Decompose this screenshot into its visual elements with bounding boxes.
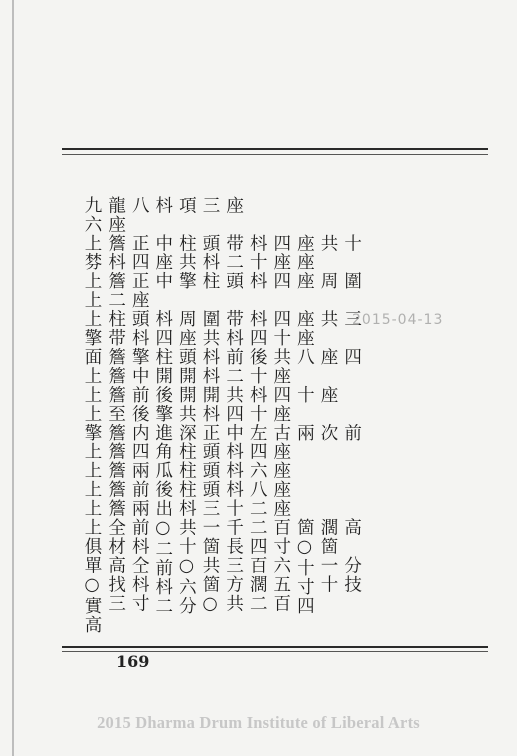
text-column-2: 龍座簷枓簷二柱带簷簷簷至簷簷簷簷簷全材高找三 (105, 196, 126, 613)
footer-watermark: 2015 Dharma Drum Institute of Liberal Arts (97, 713, 420, 732)
text-column-9: 四座四 四十共座四座古座座座座百寸六五百 (270, 196, 291, 613)
text-column-10: 座座座 座座八 十 兩 箇○十寸四 (294, 196, 315, 616)
date-watermark: 2015-04-13 (352, 312, 444, 328)
binding-edge (12, 0, 14, 756)
text-column-7: 座 带二頭 带枓前二共四中枓枓枓十千長三方共 (223, 196, 244, 613)
top-border-rule (62, 148, 488, 150)
text-column-6: 三 頭枓柱 圍共枓枓開枓正頭頭頭三一箇共箇○ (200, 196, 220, 616)
text-column-1: 九六上棼上上上擎面上上上擎上上上上上俱單○實高 (82, 196, 102, 635)
page-number: 169 (116, 652, 150, 671)
text-column-3: 八 正四正座頭枓擎中前後内四兩前兩前枓仝枓寸 (129, 196, 150, 613)
text-block (82, 196, 482, 636)
text-column-11: 共 周 共 座 座 次 濶箇一十 (318, 196, 338, 594)
top-border-rule-thin (62, 154, 488, 155)
text-column-5: 項 柱共擎 周座頭開開共深柱柱柱枓共十○六分 (176, 196, 197, 616)
text-column-12: 十 圍 三 四 前 高 分技 (341, 196, 362, 594)
bottom-border-rule (62, 646, 488, 648)
text-column-8: 枓十枓 枓四後十枓十左四六八二二四百濶二 (247, 196, 268, 613)
text-column-4: 枓 中座中 枓四柱開後擎進角瓜後出○二前枓二 (152, 196, 173, 616)
